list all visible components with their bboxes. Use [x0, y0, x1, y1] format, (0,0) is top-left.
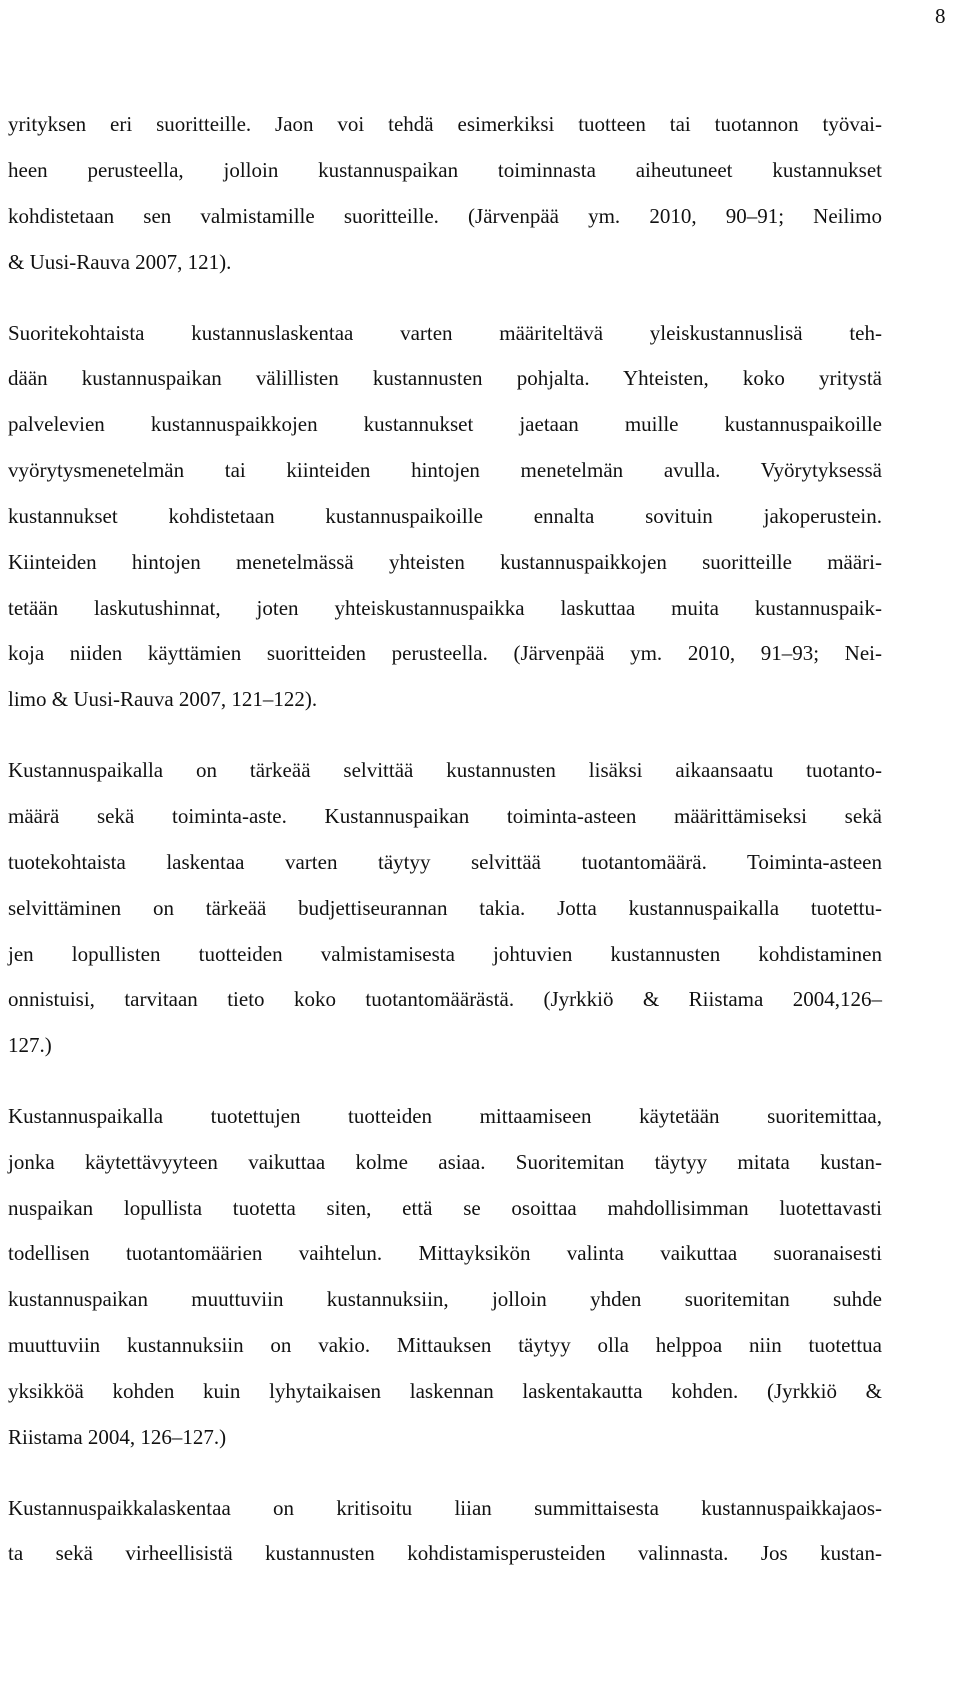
paragraph-2-line-6: Kiinteiden hintojen menetelmässä yhteisten kustannuspaikkojen suoritteille määri- [8, 550, 882, 574]
paragraph-4-line-8: Riistama 2004, 126–127.) [8, 1425, 227, 1449]
paragraph-4-line-7: yksikköä kohden kuin lyhytaikaisen laskennan laskentakautta kohden. (Jyrkkiö & [8, 1379, 882, 1403]
paragraph-1-line-1: yrityksen eri suoritteille. Jaon voi tehdä esimerkiksi tuotteen tai tuotannon työvai- [8, 112, 882, 136]
paragraph-4-line-1: Kustannuspaikalla tuotettujen tuotteiden mittaamiseen käytetään suoritemittaa, [8, 1104, 882, 1128]
paragraph-4-line-4: todellisen tuotantomäärien vaihtelun. Mittayksikön valinta vaikuttaa suoranaisesti [8, 1241, 882, 1265]
paragraph-1-line-4: & Uusi-Rauva 2007, 121). [8, 250, 232, 274]
paragraph-2-line-1: Suoritekohtaista kustannuslaskentaa varten määriteltävä yleiskustannuslisä teh- [8, 321, 882, 345]
paragraph-4-line-2: jonka käytettävyyteen vaikuttaa kolme asiaa. Suoritemitan täytyy mitata kustan- [8, 1150, 882, 1174]
paragraph-3-line-5: jen lopullisten tuotteiden valmistamisesta johtuvien kustannusten kohdistaminen [8, 942, 882, 966]
paragraph-5-line-1: Kustannuspaikkalaskentaa on kritisoitu liian summittaisesta kustannuspaikkajaos- [8, 1496, 882, 1520]
paragraph-2-line-2: dään kustannuspaikan välillisten kustannusten pohjalta. Yhteisten, koko yritystä [8, 366, 882, 390]
paragraph-2-line-7: tetään laskutushinnat, joten yhteiskustannuspaikka laskuttaa muita kustannuspaik- [8, 596, 882, 620]
paragraph-3-line-4: selvittäminen on tärkeää budjettiseurannan takia. Jotta kustannuspaikalla tuotettu- [8, 896, 882, 920]
paragraph-4-line-5: kustannuspaikan muuttuviin kustannuksiin, jolloin yhden suoritemitan suhde [8, 1287, 882, 1311]
paragraph-5-line-2: ta sekä virheellisistä kustannusten kohdistamisperusteiden valinnasta. Jos kustan- [8, 1541, 882, 1565]
paragraph-4-line-3: nuspaikan lopullista tuotetta siten, että se osoittaa mahdollisimman luotettavasti [8, 1196, 882, 1220]
paragraph-2-line-5: kustannukset kohdistetaan kustannuspaikoille ennalta sovituin jakoperustein. [8, 504, 882, 528]
paragraph-2-line-4: vyörytysmenetelmän tai kiinteiden hintojen menetelmän avulla. Vyörytyksessä [8, 458, 882, 482]
paragraph-2-line-9: limo & Uusi-Rauva 2007, 121–122). [8, 687, 318, 711]
paragraph-1-line-2: heen perusteella, jolloin kustannuspaikan toiminnasta aiheutuneet kustannukset [8, 158, 882, 182]
paragraph-3-line-1: Kustannuspaikalla on tärkeää selvittää kustannusten lisäksi aikaansaatu tuotanto- [8, 758, 882, 782]
paragraph-2-line-8: koja niiden käyttämien suoritteiden perusteella. (Järvenpää ym. 2010, 91–93; Nei- [8, 641, 882, 665]
paragraph-3-line-2: määrä sekä toiminta-aste. Kustannuspaikan toiminta-asteen määrittämiseksi sekä [8, 804, 882, 828]
paragraph-1-line-3: kohdistetaan sen valmistamille suoritteille. (Järvenpää ym. 2010, 90–91; Neilimo [8, 204, 882, 228]
paragraph-4-line-6: muuttuviin kustannuksiin on vakio. Mittauksen täytyy olla helppoa niin tuotettua [8, 1333, 882, 1357]
paragraph-2-line-3: palvelevien kustannuspaikkojen kustannukset jaetaan muille kustannuspaikoille [8, 412, 882, 436]
paragraph-3-line-6: onnistuisi, tarvitaan tieto koko tuotantomäärästä. (Jyrkkiö & Riistama 2004,126– [8, 987, 882, 1011]
page-number: 8 [935, 4, 946, 28]
paragraph-3-line-3: tuotekohtaista laskentaa varten täytyy selvittää tuotantomäärä. Toiminta-asteen [8, 850, 882, 874]
paragraph-3-line-7: 127.) [8, 1033, 52, 1057]
